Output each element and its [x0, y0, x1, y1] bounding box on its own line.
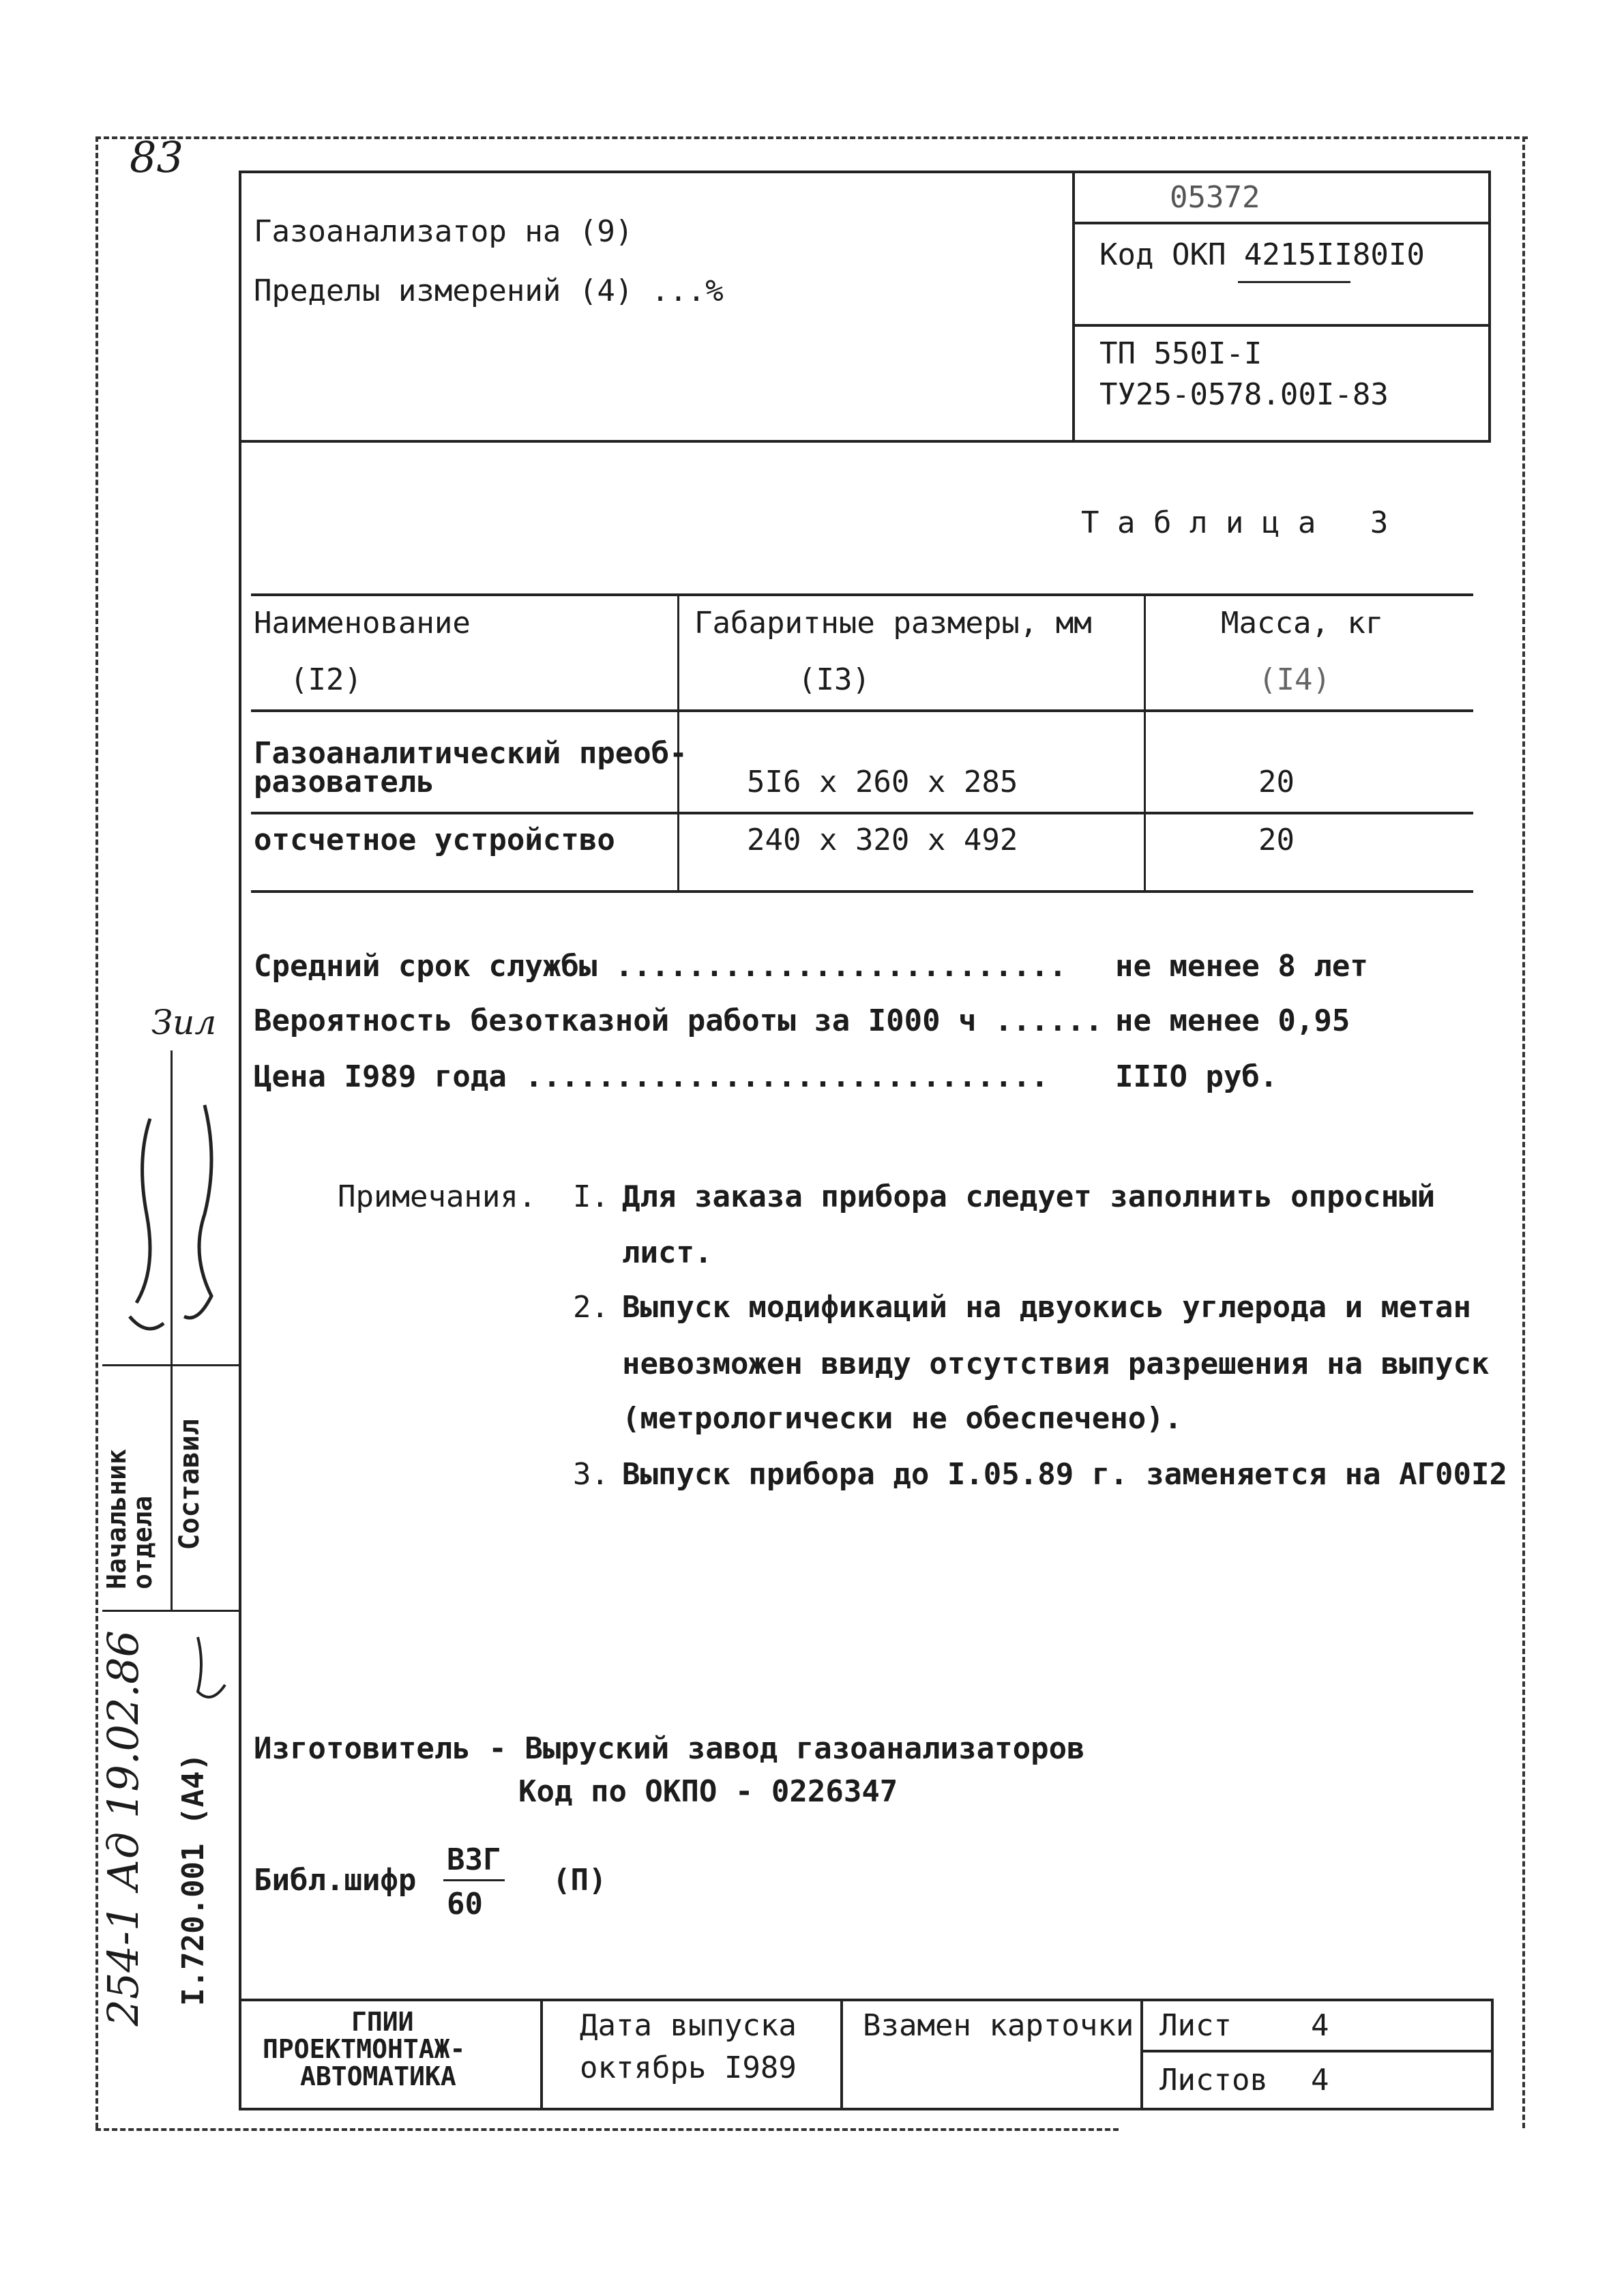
note-text: Выпуск прибора до I.05.89 г. заменяется на АГ00I2: [622, 1457, 1508, 1492]
footer-divider: [840, 1999, 843, 2110]
table-cell-mass: 20: [1258, 765, 1295, 799]
footer-top-border: [239, 1999, 1494, 2001]
notes-heading: Примечания.: [338, 1179, 537, 1214]
small-signature: [177, 1623, 246, 1733]
footer-bottom-border: [239, 2108, 1494, 2110]
sheet-label: Лист: [1159, 2008, 1232, 2043]
table-col-divider: [1144, 593, 1146, 890]
table-top-border: [251, 593, 1473, 596]
header-right-border: [1488, 171, 1491, 440]
release-label: Дата выпуска: [580, 2008, 797, 2043]
header-number-divider: [1072, 222, 1491, 224]
table-header-number: (I3): [798, 662, 870, 697]
signature-row-divider: [102, 1610, 239, 1612]
spec-value: IIIO руб.: [1115, 1059, 1278, 1094]
library-fraction-line: [443, 1879, 505, 1881]
document-code: I.720.001 (A4): [176, 1753, 211, 2006]
doc-number: 05372: [1170, 180, 1260, 215]
note-text: Выпуск модификаций на двуокись углерода и метан: [622, 1290, 1472, 1325]
table-header: Наименование: [254, 606, 471, 641]
head-label: Начальник отдела: [102, 1449, 158, 1589]
table-cell-name: разователь: [254, 765, 434, 799]
header-divider: [1072, 171, 1075, 440]
footer-divider: [1140, 1999, 1143, 2110]
frame-bottom-edge: [95, 2128, 1119, 2131]
org-name: ГПИИ: [351, 2007, 414, 2037]
okpo-code: Код по ОКПО - 0226347: [518, 1774, 898, 1809]
table-caption: Т а б л и ц а 3: [1081, 505, 1389, 540]
note-number: I.: [573, 1179, 609, 1214]
table-cell-dims: 240 x 320 x 492: [747, 823, 1018, 857]
note-text: невозможен ввиду отсутствия разрешения на выпуск: [622, 1346, 1490, 1381]
table-header: Масса, кг: [1221, 606, 1384, 641]
footer-sheet-divider: [1140, 2050, 1494, 2052]
spec-label: Цена I989 года .............................: [254, 1059, 1049, 1094]
replaces-card: Взамен карточки: [863, 2008, 1134, 2043]
composer-label: Составил: [174, 1419, 205, 1550]
table-row-border: [251, 812, 1473, 814]
frame-top-edge: [95, 136, 1528, 139]
tu-code: ТУ25-0578.00I-83: [1099, 377, 1389, 412]
okp-underline: [1238, 281, 1350, 283]
tp-code: ТП 550I-I: [1099, 336, 1262, 371]
handwritten-registration: 254-1 Ад 19.02.86: [98, 1630, 148, 2027]
measurement-range: Пределы измерений (4) ...%: [254, 274, 724, 308]
table-header-number: (I4): [1258, 662, 1331, 697]
note-text: лист.: [622, 1235, 713, 1270]
library-numerator: ВЗГ: [447, 1842, 501, 1877]
header-bottom-border: [239, 440, 1491, 443]
org-name: АВТОМАТИКА: [300, 2061, 456, 2091]
content-left-border: [239, 171, 241, 2108]
device-title: Газоанализатор на (9): [254, 214, 634, 249]
note-text: Для заказа прибора следует заполнить опросный: [622, 1179, 1436, 1214]
table-cell-mass: 20: [1258, 823, 1295, 857]
note-number: 2.: [573, 1290, 609, 1325]
okp-code: Код ОКП 4215II80I0: [1099, 237, 1425, 272]
spec-value: не менее 0,95: [1115, 1003, 1350, 1038]
org-name: ПРОЕКТМОНТАЖ-: [263, 2034, 466, 2064]
signature-row-divider: [102, 1364, 239, 1366]
signature-mark: Зил: [151, 1003, 217, 1042]
table-header-border: [251, 709, 1473, 712]
spec-label: Вероятность безотказной работы за I000 ч ......: [254, 1003, 1104, 1038]
note-number: 3.: [573, 1457, 609, 1492]
library-suffix: (П): [552, 1863, 607, 1898]
header-top-border: [239, 171, 1491, 173]
sheets-value: 4: [1311, 2063, 1329, 2098]
table-cell-dims: 5I6 x 260 x 285: [747, 765, 1018, 799]
table-header: Габаритные размеры, мм: [694, 606, 1092, 641]
release-date: октябрь I989: [580, 2050, 797, 2085]
header-okp-divider: [1072, 324, 1491, 327]
frame-right-edge: [1522, 136, 1525, 2128]
handwritten-signatures: [109, 1078, 239, 1364]
library-denominator: 60: [447, 1887, 483, 1922]
table-bottom-border: [251, 890, 1473, 893]
spec-value: не менее 8 лет: [1115, 949, 1368, 984]
spec-label: Средний срок службы .........................: [254, 949, 1067, 984]
table-cell-name: отсчетное устройство: [254, 823, 615, 857]
footer-divider: [540, 1999, 543, 2110]
table-header-number: (I2): [290, 662, 362, 697]
library-label: Библ.шифр: [254, 1863, 417, 1898]
note-text: (метрологически не обеспечено).: [622, 1401, 1183, 1436]
sheet-value: 4: [1311, 2008, 1329, 2043]
sheets-label: Листов: [1159, 2063, 1268, 2098]
table-cell-name: Газоаналитический преоб-: [254, 736, 688, 771]
manufacturer: Изготовитель - Выруский завод газоанализаторов: [254, 1731, 1085, 1766]
page-number: 83: [130, 132, 183, 182]
footer-right-border: [1491, 1999, 1494, 2110]
